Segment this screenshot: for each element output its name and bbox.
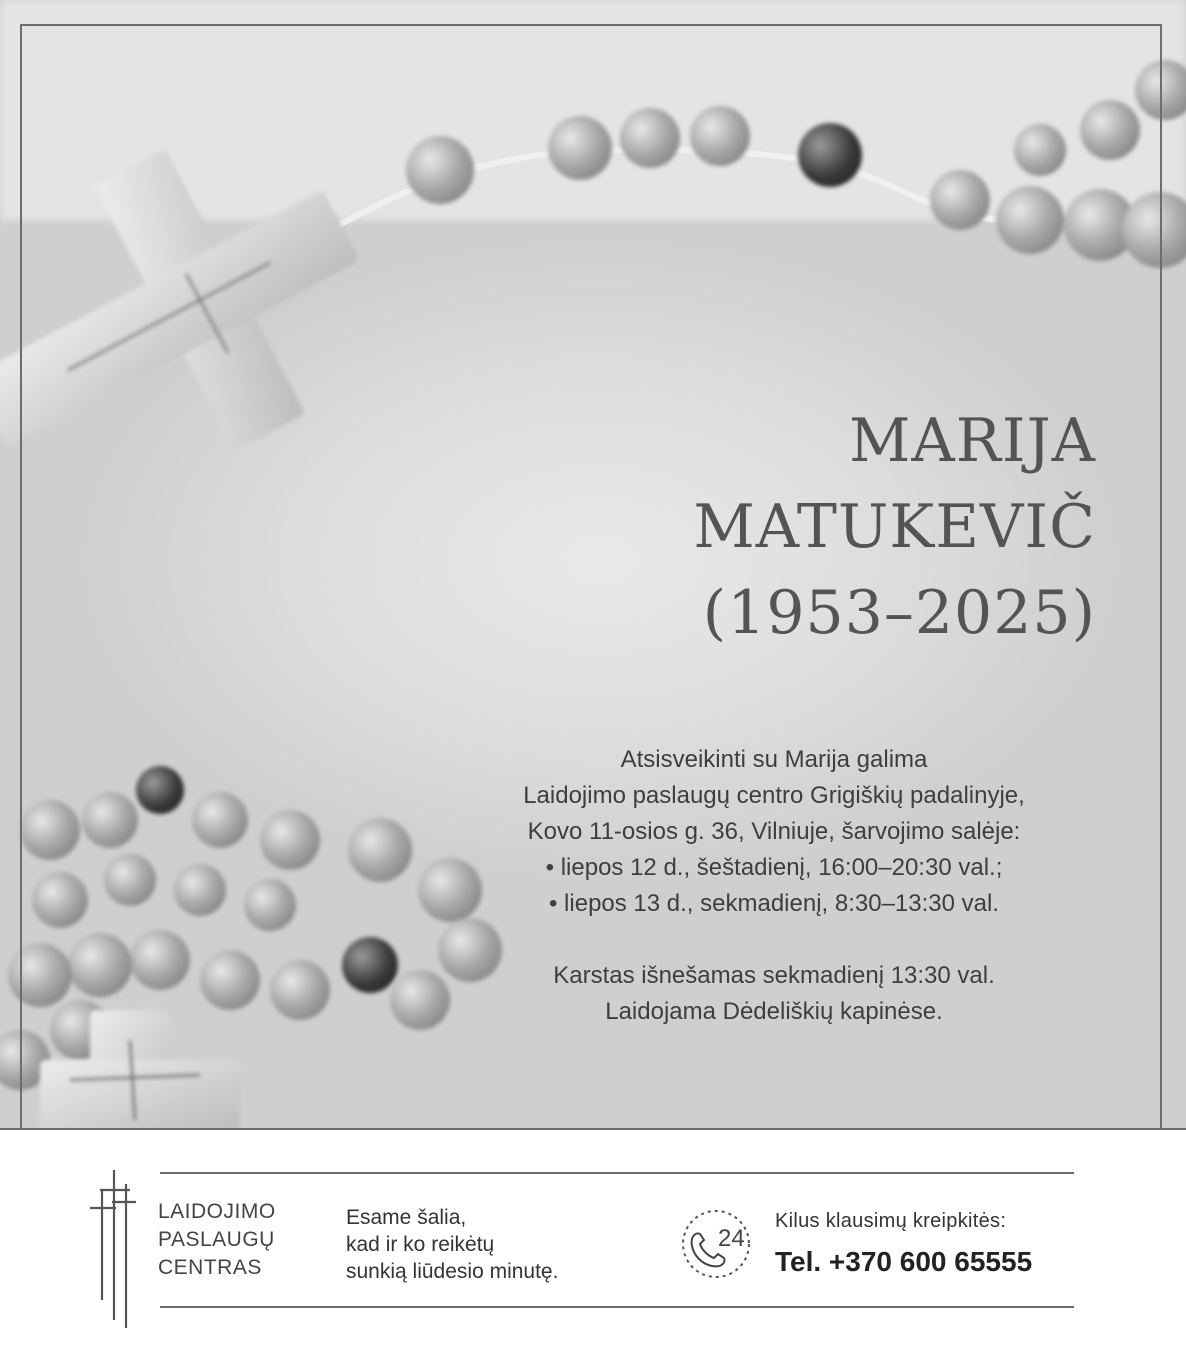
- farewell-info: [460, 742, 1088, 1030]
- slogan: [346, 1204, 558, 1285]
- life-years: (1953–2025): [702, 578, 1096, 648]
- footer-rule-bottom: [160, 1306, 1074, 1308]
- contact-phone[interactable]: Tel. +370 600 65555: [775, 1246, 1033, 1277]
- footer-rule-top: [160, 1172, 1074, 1174]
- info-line: Laidojama Dėdeliškių kapinėse.: [605, 998, 943, 1025]
- three-crosses-icon: [90, 1170, 136, 1328]
- slogan-line: Esame šalia,: [346, 1206, 467, 1229]
- badge-24: 24: [718, 1225, 745, 1252]
- logo-text: [158, 1198, 276, 1282]
- info-line: • liepos 12 d., šeštadienį, 16:00–20:30 val.;: [545, 854, 1003, 881]
- frame-bottom-line: [0, 1128, 1186, 1130]
- info-line: Karstas išnešamas sekmadienį 13:30 val.: [553, 962, 995, 989]
- deceased-name: [396, 398, 1096, 656]
- logo-line: PASLAUGŲ: [158, 1228, 275, 1251]
- slogan-line: sunkią liūdesio minutę.: [346, 1260, 559, 1283]
- logo-line: CENTRAS: [158, 1256, 262, 1279]
- info-line: • liepos 13 d., sekmadienį, 8:30–13:30 val.: [548, 890, 1000, 917]
- first-name: MARIJA: [848, 406, 1096, 476]
- contact-label: Kilus klausimų kreipkitės:: [775, 1210, 1007, 1232]
- last-name: MATUKEVIČ: [693, 492, 1096, 562]
- logo-line: LAIDOJIMO: [158, 1200, 276, 1223]
- phone-24-icon: [678, 1206, 754, 1282]
- slogan-line: kad ir ko reikėtų: [346, 1233, 495, 1256]
- info-line: Laidojimo paslaugų centro Grigiškių padalinyje,: [523, 782, 1025, 809]
- info-line: Atsisveikinti su Marija galima: [620, 746, 928, 773]
- info-line: Kovo 11-osios g. 36, Vilniuje, šarvojimo salėje:: [527, 818, 1021, 845]
